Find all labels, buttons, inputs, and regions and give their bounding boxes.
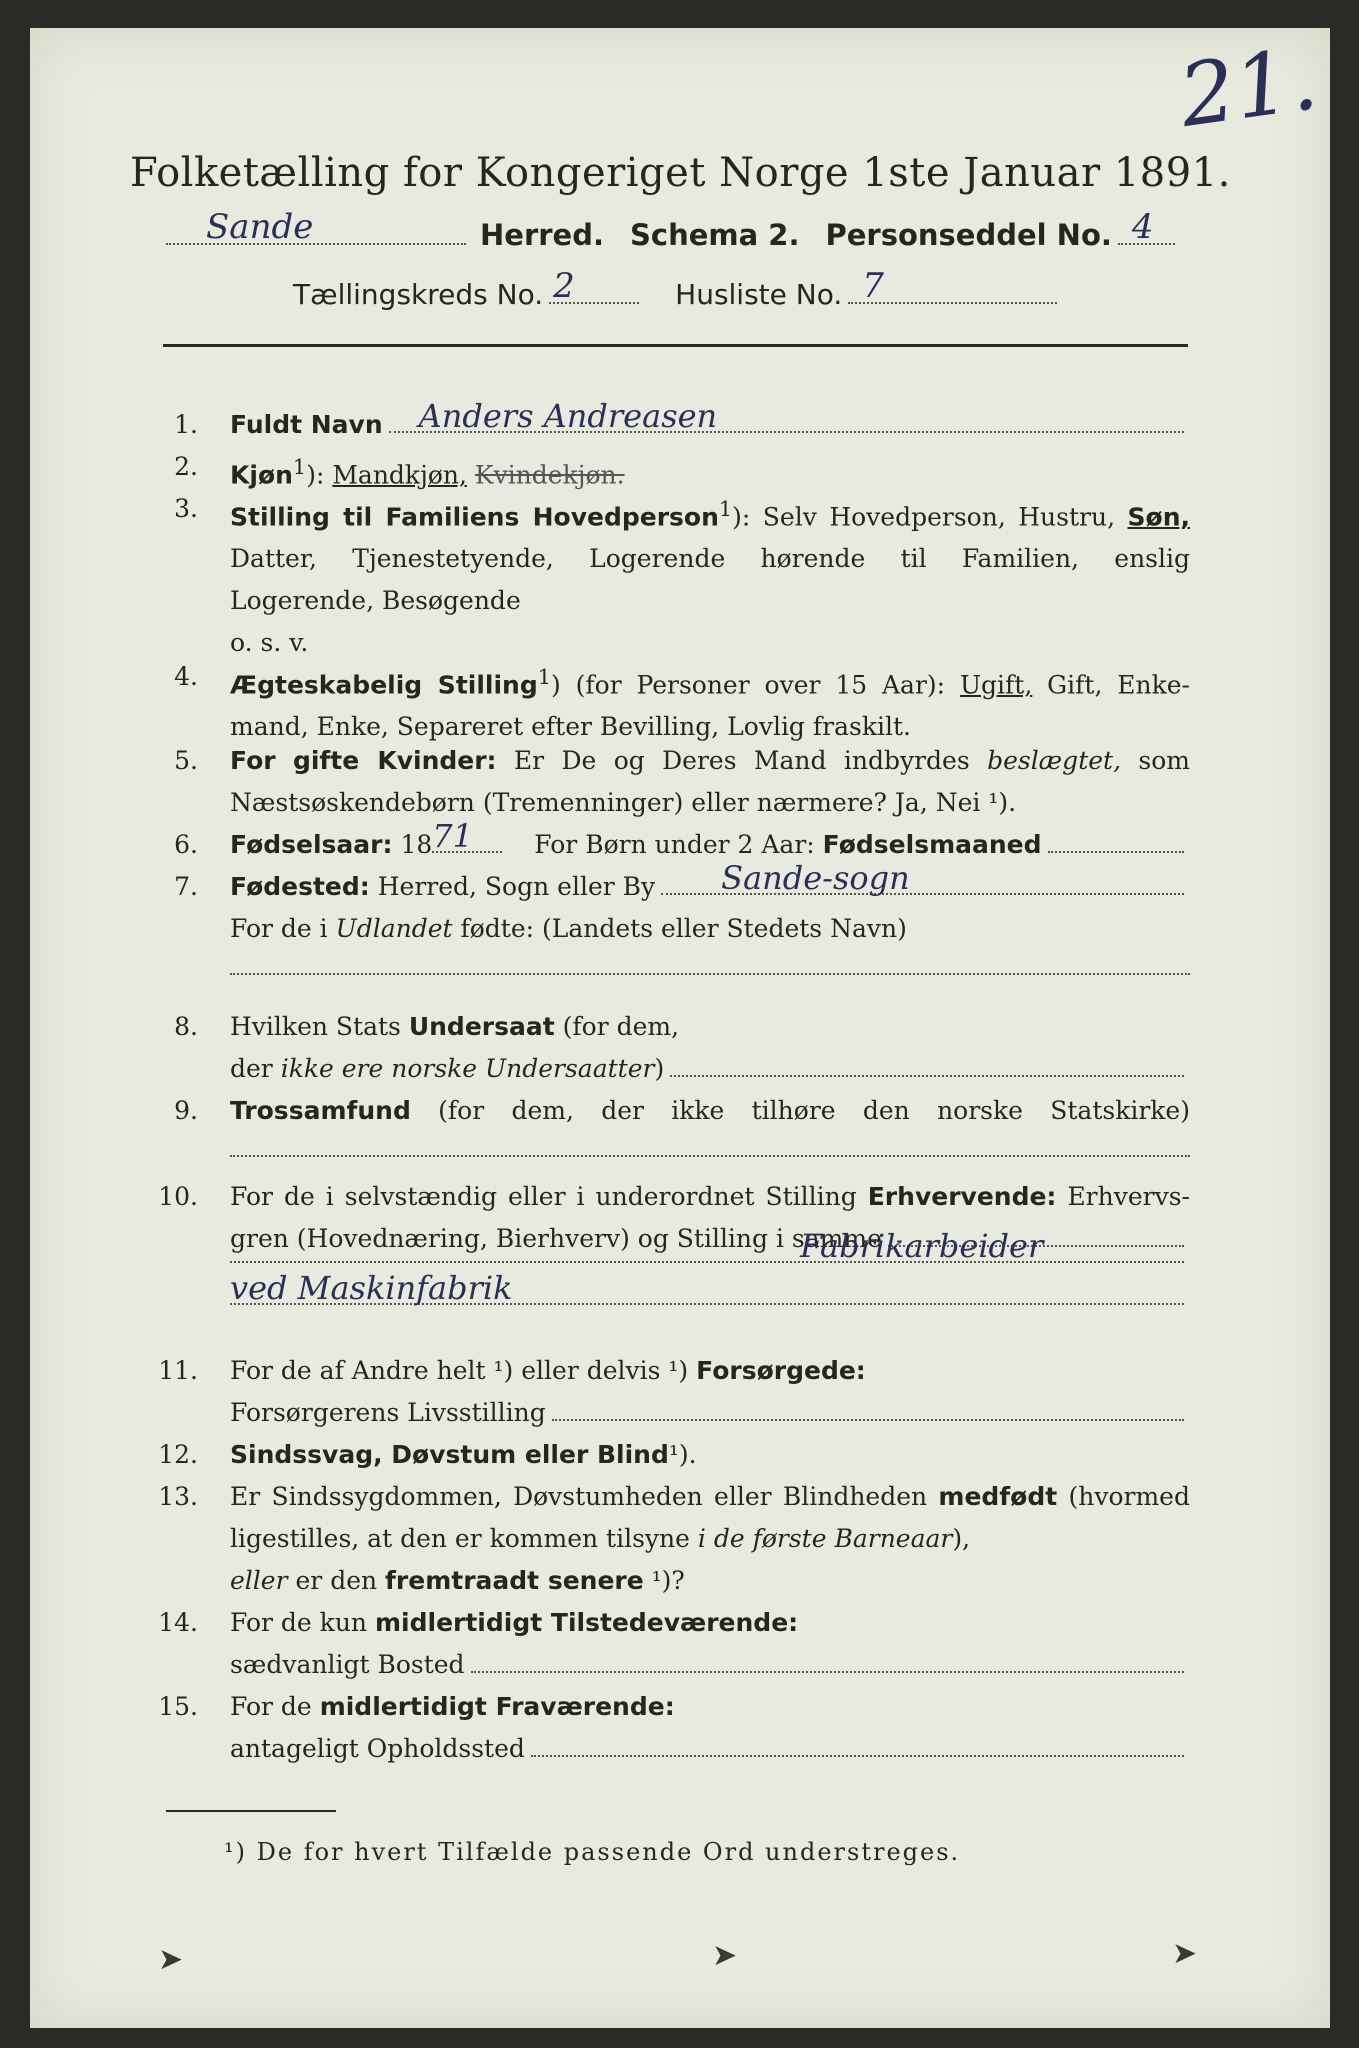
fodselsaar-label: Fødselsaar: xyxy=(230,830,393,859)
q13-line3-end: ¹)? xyxy=(651,1566,685,1595)
undersaat-field xyxy=(670,1074,1184,1077)
q10-line2: gren (Hovednæring, Bierhverv) og Stilling i samme xyxy=(230,1224,882,1253)
kreds-value: 2 xyxy=(553,266,575,306)
erhverv-value-2: ved Maskinfabrik xyxy=(230,1269,513,1307)
q13-line2: ligestilles, at den er kommen tilsyne xyxy=(230,1524,690,1553)
year-prefix: 18 xyxy=(400,830,433,859)
q14-text: For de kun xyxy=(230,1608,368,1637)
aegteskab-options-line2: mand, Enke, Separeret efter Bevilling, Lovlig fraskilt. xyxy=(230,712,911,742)
q8-emphasis: ikke ere norske Undersaatter xyxy=(280,1054,655,1083)
q13-text: Er Sindssygdommen, Døvstumheden eller Blindheden xyxy=(230,1482,928,1511)
header-row-kreds xyxy=(293,266,1063,311)
kjon-label: Kjøn xyxy=(230,460,293,490)
q11-text: For de af Andre helt ¹) eller delvis ¹) xyxy=(230,1356,689,1385)
schema-label: Schema 2. xyxy=(630,218,800,252)
fodested-label: Fødested: xyxy=(230,872,370,901)
stilling-options-line4: o. s. v. xyxy=(230,628,309,658)
option-kvindekjon: Kvindekjøn. xyxy=(474,460,625,490)
fodselsaar-value: 71 xyxy=(432,817,473,855)
q15-line2: antageligt Opholdssted xyxy=(230,1734,525,1763)
fodselsmaaned-field xyxy=(1048,850,1184,853)
q8-line2: der xyxy=(230,1054,273,1083)
aegteskab-options: Gift, Enke- xyxy=(1047,670,1190,700)
stilling-options-line3: Logerende, Besøgende xyxy=(230,586,521,616)
footnote-divider xyxy=(166,1810,336,1812)
q5-emphasis: beslægtet, xyxy=(987,746,1122,775)
udland-emphasis: Udlandet xyxy=(335,914,453,943)
item-number: 10. xyxy=(158,1182,198,1211)
q15-text: For de xyxy=(230,1692,312,1721)
q5-line2: Næstsøskendebørn (Tremenninger) eller nærmere? Ja, Nei ¹). xyxy=(230,788,1017,817)
item-number: 7. xyxy=(174,872,198,901)
footnote-ref: 1 xyxy=(718,497,733,521)
q11-line2: Forsørgerens Livsstilling xyxy=(230,1398,546,1427)
udland-text: For de i xyxy=(230,914,328,943)
fremtraadt-label: fremtraadt senere xyxy=(385,1566,644,1595)
personseddel-value: 4 xyxy=(1131,207,1154,247)
q5-label-for: For xyxy=(230,746,276,775)
aegteskab-label: Ægteskabelig Stilling xyxy=(230,670,538,700)
item-number: 15. xyxy=(158,1692,198,1721)
undersaat-label: Undersaat xyxy=(408,1012,555,1041)
footnote-ref: 1 xyxy=(537,665,552,689)
binding-mark-center: ➤ xyxy=(712,1939,738,1972)
footnote: ¹) De for hvert Tilfælde passende Ord understreges. xyxy=(224,1838,961,1866)
fravaerende-label: midlertidigt Fraværende: xyxy=(319,1692,675,1721)
q8-text-end: (for dem, xyxy=(562,1012,680,1041)
item-number: 5. xyxy=(174,746,198,775)
stilling-options: ): Selv Hovedperson, Hustru, xyxy=(732,502,1116,532)
fodested-text: Herred, Sogn eller By xyxy=(377,872,656,901)
born-under-2-label: For Børn under 2 Aar: xyxy=(534,830,815,859)
fodested-value: Sande-sogn xyxy=(721,859,910,897)
aegteskab-qualifier: ) (for Personer over 15 Aar): xyxy=(551,670,946,700)
personseddel-label: Personseddel No. xyxy=(825,218,1112,252)
option-mandkjon-selected: Mandkjøn, xyxy=(332,460,467,490)
trossamfund-field xyxy=(230,1154,1190,1157)
item-number: 4. xyxy=(174,662,198,691)
footnote-ref: 1 xyxy=(292,455,307,479)
opholdssted-field xyxy=(531,1754,1184,1757)
fodselsaar-field xyxy=(432,817,502,855)
herred-label: Herred. xyxy=(480,218,604,252)
fuldt-navn-label: Fuldt Navn xyxy=(230,410,383,439)
kreds-label: Tællingskreds No. xyxy=(293,278,544,311)
q10-text: For de i selvstændig eller i underordnet Stilling xyxy=(230,1182,857,1211)
trossamfund-label: Trossamfund xyxy=(230,1096,411,1125)
item-number: 9. xyxy=(174,1096,198,1125)
erhverv-value-1: Fabrikarbeider xyxy=(800,1227,1044,1265)
binding-mark-right: ➤ xyxy=(1172,1937,1198,1970)
udland-field xyxy=(230,972,1190,975)
q14-line2: sædvanligt Bosted xyxy=(230,1650,465,1679)
item-number: 12. xyxy=(158,1440,198,1469)
item-number: 1. xyxy=(174,410,198,439)
q8-text: Hvilken Stats xyxy=(230,1012,401,1041)
binding-mark-left: ➤ xyxy=(158,1943,184,1976)
husliste-value: 7 xyxy=(862,266,884,306)
q5-text-end: som xyxy=(1138,746,1190,775)
husliste-label: Husliste No. xyxy=(675,278,843,311)
q5-text: Er De og Deres Mand indbyrdes xyxy=(513,746,970,775)
header-row-herred xyxy=(166,207,1181,252)
item-number: 2. xyxy=(174,452,198,481)
fodested-field xyxy=(661,859,1184,897)
q9-text: (for dem, der ikke tilhøre den norske Statskirke) xyxy=(438,1096,1190,1125)
q13-line2-end: ), xyxy=(952,1524,971,1553)
tilstedevaerende-label: midlertidigt Tilstedeværende: xyxy=(374,1608,799,1637)
q13-line3: er den xyxy=(295,1566,378,1595)
q13-text-end: (hvormed xyxy=(1068,1482,1190,1511)
colon: ): xyxy=(306,460,325,490)
udland-text-end: fødte: (Landets eller Stedets Navn) xyxy=(460,914,907,943)
option-ugift-selected: Ugift, xyxy=(959,670,1033,700)
header-divider xyxy=(163,344,1188,347)
q13-emphasis: i de første Barneaar xyxy=(697,1524,953,1553)
item-number: 6. xyxy=(174,830,198,859)
form-title: Folketælling for Kongeriget Norge 1ste Januar 1891. xyxy=(130,150,1231,196)
herred-field xyxy=(166,207,466,247)
bosted-field xyxy=(471,1670,1184,1673)
fuldt-navn-field xyxy=(389,397,1184,435)
item-number: 11. xyxy=(158,1356,198,1385)
stilling-options-line2: Datter, Tjenestetyende, Logerende hørende til Familien, enslig xyxy=(230,544,1190,574)
herred-value: Sande xyxy=(206,207,314,247)
item-number: 13. xyxy=(158,1482,198,1511)
husliste-field xyxy=(848,266,1057,306)
erhverv-field-3 xyxy=(230,1269,1184,1307)
medfodt-label: medfødt xyxy=(938,1482,1058,1511)
item-number: 8. xyxy=(174,1012,198,1041)
fuldt-navn-value: Anders Andreasen xyxy=(418,397,718,435)
kreds-field xyxy=(549,266,639,306)
item-number: 14. xyxy=(158,1608,198,1637)
page-number-handwritten: 21. xyxy=(1173,28,1324,148)
q13-eller: eller xyxy=(230,1566,288,1595)
option-son-selected: Søn, xyxy=(1127,502,1190,532)
item-number: 3. xyxy=(174,494,198,523)
gifte-kvinder-label: gifte Kvinder: xyxy=(292,746,497,775)
sindssvag-label: Sindssvag, Døvstum eller Blind xyxy=(230,1440,669,1469)
stilling-label: Stilling til Familiens Hovedperson xyxy=(230,502,719,532)
forsorgede-label: Forsørgede: xyxy=(696,1356,866,1385)
q10-text-end: Erhvervs- xyxy=(1067,1182,1191,1211)
footnote-ref: ¹). xyxy=(668,1440,697,1469)
erhvervende-label: Erhvervende: xyxy=(867,1182,1057,1211)
fodselsmaaned-label: Fødselsmaaned xyxy=(822,830,1042,859)
forsorger-field xyxy=(552,1418,1184,1421)
personseddel-field xyxy=(1118,207,1175,247)
q8-paren: ) xyxy=(654,1054,665,1083)
